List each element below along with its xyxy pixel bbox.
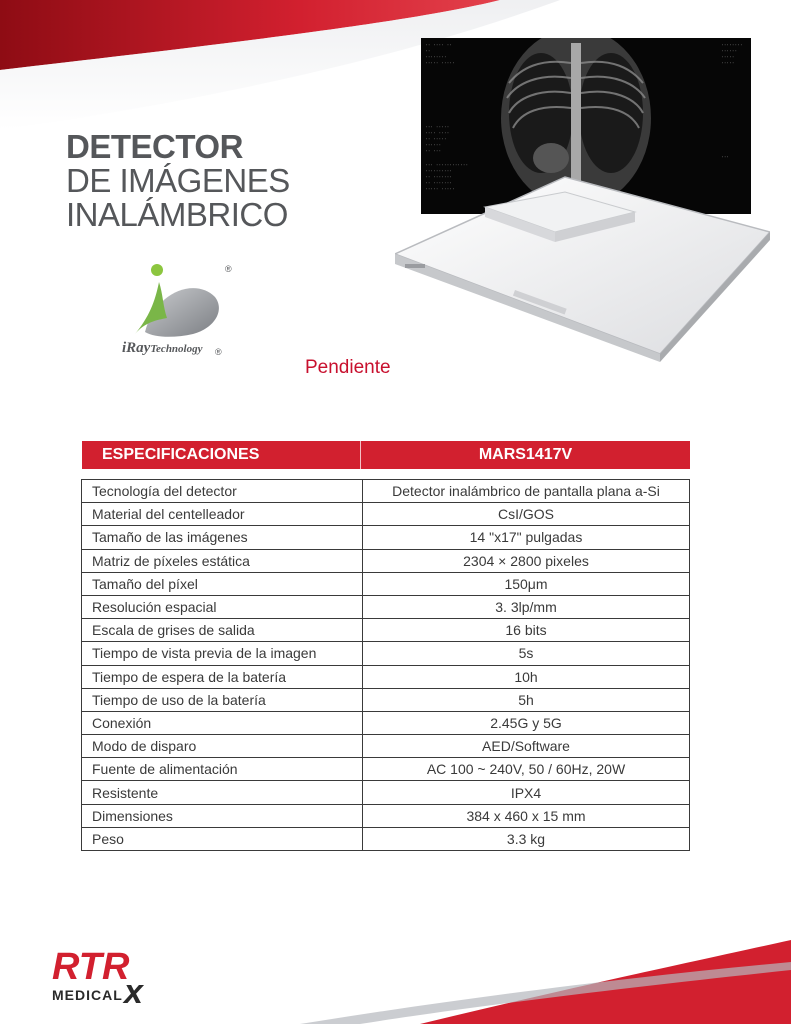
svg-text:·· ···· ··: ·· ···· ··: [425, 43, 453, 48]
registered-mark-icon-2: ®: [215, 347, 222, 357]
spec-value: AED/Software: [363, 735, 690, 758]
spec-key: Dimensiones: [82, 804, 363, 827]
table-row: [82, 804, 690, 827]
logo-brand: iRay: [122, 340, 151, 356]
spec-key: Tiempo de espera de la batería: [82, 665, 363, 688]
spec-value: 384 x 460 x 15 mm: [363, 804, 690, 827]
spec-value: Detector inalámbrico de pantalla plana a-Si: [363, 480, 690, 503]
table-row: [82, 781, 690, 804]
spec-value: 2.45G y 5G: [363, 711, 690, 734]
svg-text:······: ······: [425, 143, 442, 148]
svg-text:·· ···: ·· ···: [425, 149, 442, 154]
spec-key: Resistente: [82, 781, 363, 804]
logo-wordmark: [122, 340, 203, 357]
registered-mark-icon: ®: [225, 264, 232, 274]
spec-key: Conexión: [82, 711, 363, 734]
spec-key: Tamaño del píxel: [82, 572, 363, 595]
table-row: [82, 711, 690, 734]
table-row: [82, 665, 690, 688]
spec-header: [82, 441, 690, 469]
title-line-3: INALÁMBRICO: [66, 196, 288, 233]
svg-text:··· ············: ··· ············: [425, 163, 469, 168]
spec-value: CsI/GOS: [363, 503, 690, 526]
svg-text:········: ········: [425, 55, 447, 60]
table-row: [82, 503, 690, 526]
table-row: [82, 735, 690, 758]
spec-key: Tamaño de las imágenes: [82, 526, 363, 549]
svg-text:········: ········: [721, 43, 743, 48]
svg-text:····· ·····: ····· ·····: [425, 61, 455, 66]
svg-text:·· ·······: ·· ·······: [425, 175, 453, 180]
table-row: [82, 549, 690, 572]
svg-text:··: ··: [425, 49, 431, 54]
rtr-medical-logo-icon: [50, 945, 165, 1007]
spec-key: Tiempo de vista previa de la imagen: [82, 642, 363, 665]
logo-sub-text: MEDICAL: [52, 987, 123, 1003]
title-line-2: DE IMÁGENES: [66, 162, 290, 199]
svg-text:···: ···: [721, 155, 730, 160]
svg-text:···· ····: ···· ····: [425, 131, 450, 136]
logo-main-text: RTR: [52, 946, 130, 988]
table-row: [82, 526, 690, 549]
table-row: [82, 758, 690, 781]
table-row: [82, 688, 690, 711]
spec-key: Escala de grises de salida: [82, 619, 363, 642]
spec-key: Modo de disparo: [82, 735, 363, 758]
status-pending: Pendiente: [305, 357, 391, 378]
spec-value: 14 "x17" pulgadas: [363, 526, 690, 549]
table-row: [82, 642, 690, 665]
svg-text:····· ·····: ····· ·····: [425, 187, 455, 192]
product-title: [66, 130, 290, 232]
spec-value: 5h: [363, 688, 690, 711]
spec-key: Matriz de píxeles estática: [82, 549, 363, 572]
spec-value: 10h: [363, 665, 690, 688]
svg-text:·· ·······: ·· ·······: [425, 181, 453, 186]
spec-value: 2304 × 2800 pixeles: [363, 549, 690, 572]
table-row: [82, 827, 690, 850]
spec-key: Peso: [82, 827, 363, 850]
svg-text:·····: ·····: [721, 61, 735, 66]
spec-key: Material del centelleador: [82, 503, 363, 526]
table-row: [82, 480, 690, 503]
svg-text:·····: ·····: [721, 55, 735, 60]
spec-key: Tiempo de uso de la batería: [82, 688, 363, 711]
logo-mark-text: x: [124, 973, 143, 1007]
spec-value: 5s: [363, 642, 690, 665]
svg-text:··· ·····: ··· ·····: [425, 125, 450, 130]
spec-table: [81, 479, 690, 851]
spec-value: 150μm: [363, 572, 690, 595]
spec-key: Fuente de alimentación: [82, 758, 363, 781]
svg-text:··········: ··········: [425, 169, 453, 174]
svg-text:·· ·····: ·· ·····: [425, 137, 447, 142]
table-row: [82, 619, 690, 642]
spec-value: IPX4: [363, 781, 690, 804]
table-row: [82, 595, 690, 618]
title-line-1: DETECTOR: [66, 128, 243, 165]
spec-value: AC 100 ~ 240V, 50 / 60Hz, 20W: [363, 758, 690, 781]
logo-suffix: Technology: [150, 343, 203, 355]
spec-value: 16 bits: [363, 619, 690, 642]
spec-value: 3. 3lp/mm: [363, 595, 690, 618]
spec-key: Tecnología del detector: [82, 480, 363, 503]
svg-text:······: ······: [721, 49, 738, 54]
spec-key: Resolución espacial: [82, 595, 363, 618]
spec-header-model: MARS1417V: [478, 446, 573, 463]
spec-value: 3.3 kg: [363, 827, 690, 850]
spec-header-label: ESPECIFICACIONES: [82, 441, 361, 469]
detector-panel-image: [395, 172, 770, 362]
table-row: [82, 572, 690, 595]
